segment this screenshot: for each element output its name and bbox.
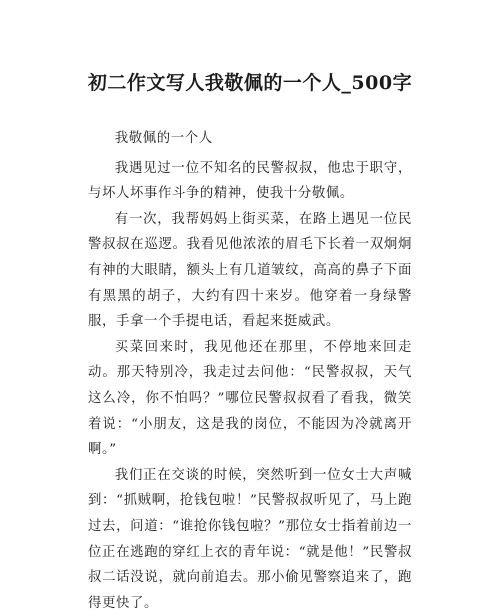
- paragraph-1: 我遇见过一位不知名的民警叔叔，他忠于职守，与坏人坏事作斗争的精神，使我十分敬佩。: [88, 160, 412, 202]
- essay-heading: 我敬佩的一个人: [114, 131, 213, 146]
- paragraph-4: 我们正在交谈的时候，突然听到一位女士大声喊到：“抓贼啊，抢钱包啦！”民警叔叔听见了，马上跑过去，问道：“谁抢你钱包啦？”那位女士指着前边一位正在逃跑的穿红上衣的青年说：“就是他！”民警叔叔二话没说，就向前追去。那小偷见警察追来了，跑得更快了。: [88, 467, 412, 611]
- paragraph-2: 有一次，我帮妈妈上街买菜，在路上遇见一位民警叔叔在巡逻。我看见他浓浓的眉毛下长着一双炯炯有神的大眼睛，额头上有几道皱纹，高高的鼻子下面有黑黑的胡子，大约有四十来岁。他穿着一身绿警服，手拿一个手提电话，看起来挺威武。: [88, 211, 412, 330]
- document-title: 初二作文写人我敬佩的一个人_500字: [87, 72, 413, 94]
- paragraph-3: 买菜回来时，我见他还在那里，不停地来回走动。那天特别冷，我走过去问他：“民警叔叔，天气这么冷，你不怕吗？”哪位民警叔叔看了看我，微笑着说：“小朋友，这是我的岗位，不能因为冷就离开啊。”: [88, 339, 412, 458]
- document-body: [88, 126, 412, 616]
